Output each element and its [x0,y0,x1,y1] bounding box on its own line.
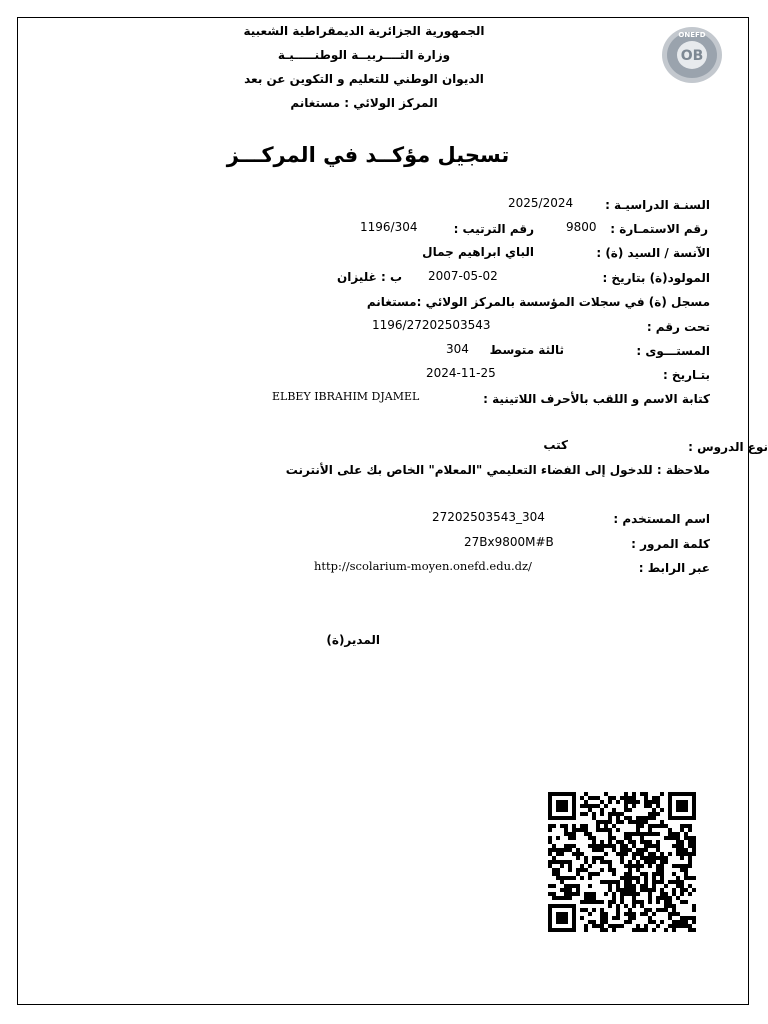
form-value: 9800 [566,220,597,234]
link-label: عبر الرابط : [638,561,710,575]
access-note: ملاحظة : للدخول إلى الفضاء التعليمي "المعلام" الخاص بك على الأنترنت [285,463,710,477]
latin-name-value: ELBEY IBRAHIM DJAMEL [272,390,420,403]
course-type-label: نوع الدروس : [688,440,768,454]
rank-value: 1196/304 [360,220,418,234]
level-label: المستـــوى : [636,344,710,358]
username-value: 27202503543_304 [432,510,545,524]
username-label: اسم المستخدم : [613,512,710,526]
form-label: رقم الاستمـارة : [610,222,708,236]
birth-label: المولود(ة) بتاريخ : [602,271,710,285]
name-label: الآنسة / السيد (ة) : [596,246,710,260]
birth-date: 2007-05-02 [428,269,498,283]
svg-text:OB: OB [680,48,704,64]
year-label: السنـة الدراسيـة : [605,198,710,212]
header-ministry: وزارة التــــربيــة الوطنـــــيـة [277,48,451,62]
director-signature-label: المدير(ة) [326,633,380,647]
registered-text: مسجل (ة) في سجلات المؤسسة بالمركز الولائي :مستغانم [366,295,710,309]
password-value: 27Bx9800M#B [464,535,554,549]
level-value: ثالثة متوسط [489,343,564,357]
birth-place: ب : غليزان [336,270,402,284]
year-value: 2025/2024 [508,196,574,210]
password-label: كلمة المرور : [631,537,710,551]
under-value: 1196/27202503543 [372,318,491,332]
rank-label: رقم الترتيب : [453,222,534,236]
page-title: تسجيل مؤكــد في المركـــز [226,143,510,167]
header-office: الديوان الوطني للتعليم و التكوين عن بعد [244,72,484,86]
onefd-logo [658,24,730,86]
qr-code [548,792,696,932]
date-value: 2024-11-25 [426,366,496,380]
site-link[interactable]: http://scolarium-moyen.onefd.edu.dz/ [314,559,532,573]
under-label: تحت رقم : [646,320,710,334]
level-code: 304 [446,342,469,356]
course-type-value: كتب [543,438,568,452]
header-center: المركز الولائي : مستغانم [290,96,438,110]
name-value: الباي ابراهيم جمال [422,245,534,259]
latin-name-label: كتابة الاسم و اللقب بالأحرف اللاتينية : [483,392,710,406]
svg-text:ONEFD: ONEFD [678,31,706,39]
header-republic: الجمهورية الجزائرية الديمقراطية الشعبية [243,24,485,38]
date-label: بتـاريخ : [662,368,710,382]
